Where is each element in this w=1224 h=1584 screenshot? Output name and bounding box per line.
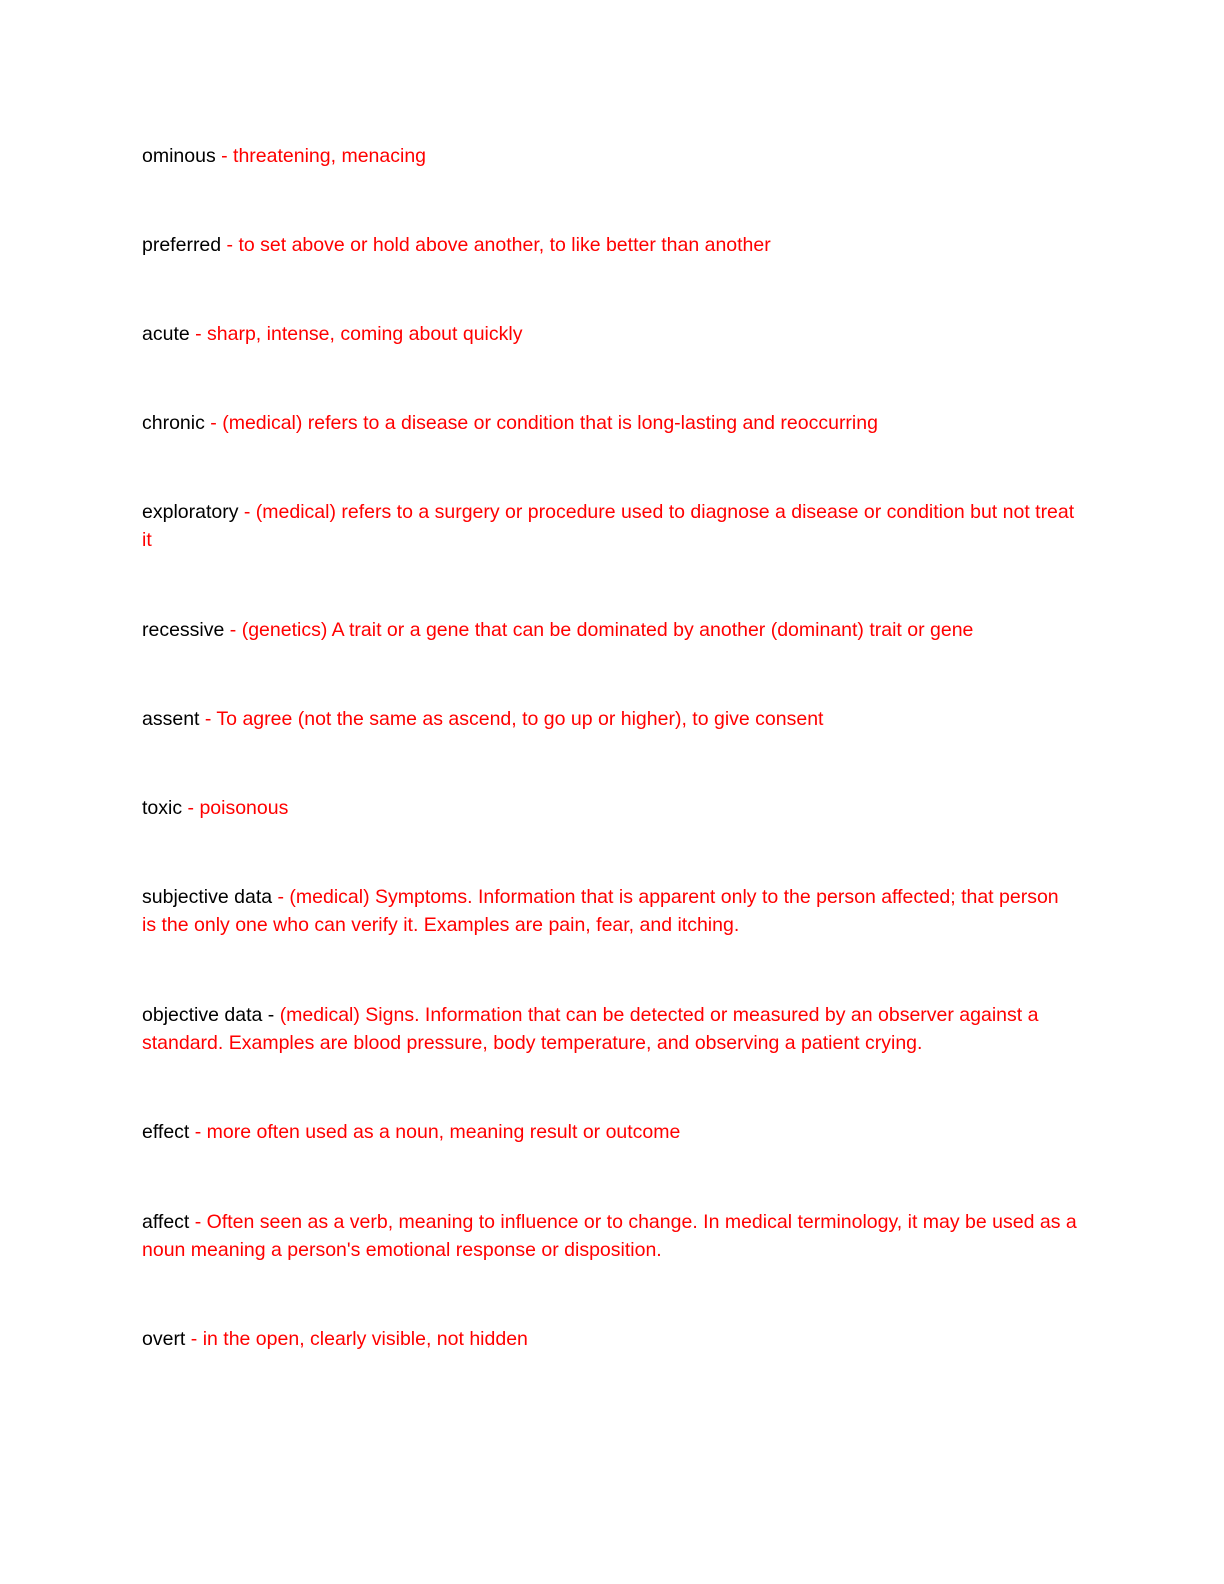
term: preferred <box>142 234 222 256</box>
term: affect <box>142 1211 190 1233</box>
definition: - To agree (not the same as ascend, to go up or higher), to give consent <box>199 708 824 730</box>
definition: - in the open, clearly visible, not hidden <box>185 1328 528 1350</box>
term: toxic <box>142 797 183 819</box>
definition: - (genetics) A trait or a gene that can be dominated by another (dominant) trait or gene <box>224 619 974 641</box>
term: ominous <box>142 145 216 167</box>
definition: - Often seen as a verb, meaning to influence or to change. In medical terminology, it may be used as a noun meaning a person's emotional response or disposition. <box>142 1211 1077 1261</box>
entry-assent <box>142 705 1077 733</box>
definition: - (medical) refers to a surgery or procedure used to diagnose a disease or condition but not treat it <box>142 501 1075 551</box>
entry-objective-data <box>142 1001 1077 1057</box>
definition: - sharp, intense, coming about quickly <box>189 323 523 345</box>
term: assent <box>142 708 200 730</box>
definition: - threatening, menacing <box>215 145 427 167</box>
term-separator: - <box>262 1004 280 1026</box>
term: recessive <box>142 619 225 641</box>
entry-ominous <box>142 142 1077 170</box>
entry-exploratory <box>142 498 1077 554</box>
definition: - poisonous <box>182 797 289 819</box>
entry-acute <box>142 320 1077 348</box>
entry-effect <box>142 1118 1077 1146</box>
term: chronic <box>142 412 205 434</box>
term: effect <box>142 1121 190 1143</box>
definition: - (medical) refers to a disease or condition that is long-lasting and reoccurring <box>204 412 878 434</box>
term: overt <box>142 1328 186 1350</box>
definition: - more often used as a noun, meaning result or outcome <box>189 1121 681 1143</box>
term: exploratory <box>142 501 239 523</box>
term: acute <box>142 323 190 345</box>
definition: - to set above or hold above another, to like better than another <box>221 234 771 256</box>
definition: (medical) Signs. Information that can be detected or measured by an observer against a standard. Examples are blood pressure, body temperature, and observing a patient crying. <box>142 1004 1039 1054</box>
entry-toxic <box>142 794 1077 822</box>
term: subjective data <box>142 886 273 908</box>
entry-subjective-data <box>142 883 1077 939</box>
entry-chronic <box>142 409 1077 437</box>
term: objective data <box>142 1004 263 1026</box>
entry-preferred <box>142 231 1077 259</box>
entry-recessive <box>142 616 1077 644</box>
entry-overt <box>142 1325 1077 1353</box>
entry-affect <box>142 1208 1077 1264</box>
definition: - (medical) Symptoms. Information that is apparent only to the person affected; that person is the only one who can verify it. Examples are pain, fear, and itching. <box>142 886 1059 936</box>
